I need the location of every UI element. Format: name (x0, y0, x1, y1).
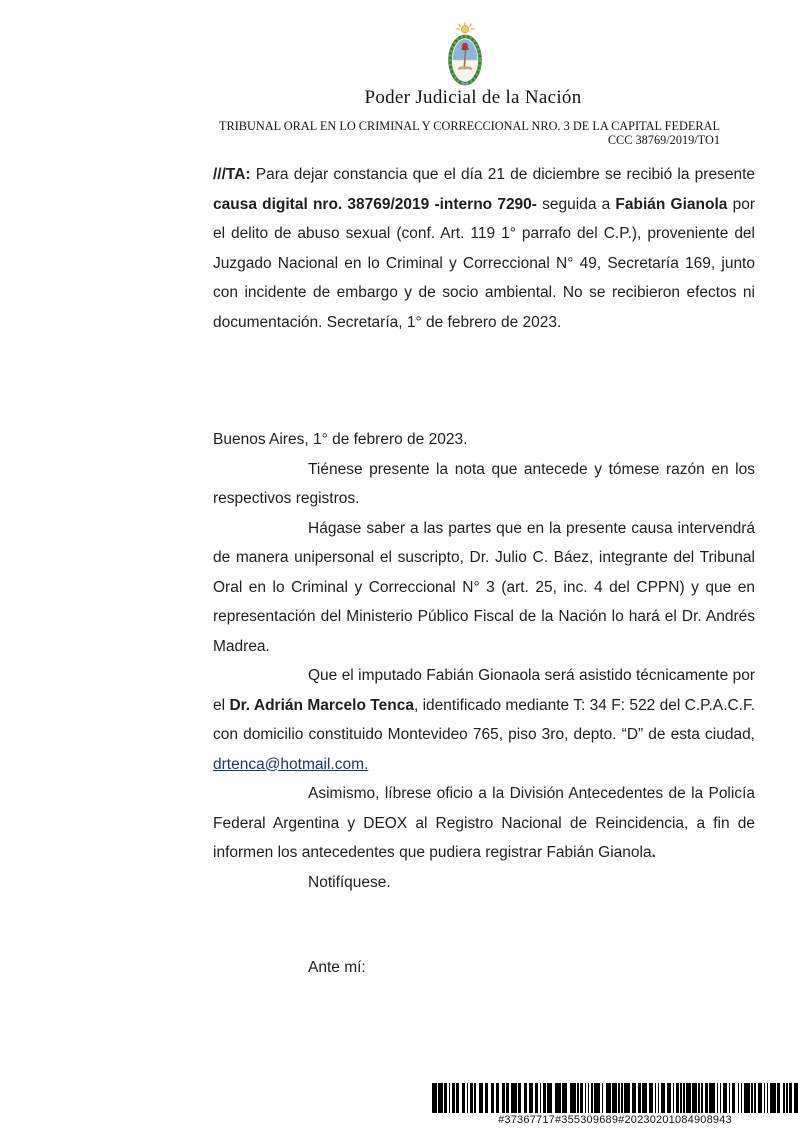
barcode-text: #37367717#355309689#20230201084908943 (498, 1114, 732, 1126)
date-line: Buenos Aires, 1° de febrero de 2023. (213, 431, 468, 448)
defendant-name: Fabián Gianola (615, 195, 728, 213)
nota-run-3: seguida a (536, 195, 616, 213)
paragraph-nota (213, 160, 755, 337)
institution-title: Poder Judicial de la Nación (364, 87, 582, 108)
case-number: CCC 38769/2019/TO1 (607, 132, 720, 147)
paragraph-asimismo (213, 779, 755, 868)
argentina-coat-of-arms-icon (434, 22, 496, 88)
asimismo-period: . (651, 844, 656, 861)
nota-prefix: ///TA: (213, 166, 251, 183)
asimismo-run-0: Asimismo, líbrese oficio a la División Antecedentes de la Policía Federal Argentina y DEOX al Registro Nacional de Reincidencia, a fin de informen los antecedentes que pudiera registrar Fabián Gianola (213, 785, 755, 861)
paragraph-ante-mi: Ante mí: (308, 959, 366, 976)
case-digital-ref: causa digital nro. 38769/2019 -interno 7290- (213, 195, 537, 213)
barcode (432, 1083, 798, 1113)
tribunal-name: TRIBUNAL ORAL EN LO CRIMINAL Y CORRECCIONAL NRO. 3 DE LA CAPITAL FEDERAL (218, 119, 720, 133)
imputado-run-2: , identificado mediante T: 34 F: 522 del C.P.A.C.F. con domicilio constituido Montevideo 765, piso 3ro, depto. “D” de esta ciudad, (213, 696, 755, 743)
email-link[interactable]: drtenca@hotmail.com. (213, 755, 369, 773)
document-body (213, 160, 755, 983)
paragraph-tienese: Tiénese presente la nota que antecede y tómese razón en los respectivos registros. (213, 460, 755, 507)
nota-run-1: Para dejar constancia que el día 21 de diciembre se recibió la presente (250, 166, 755, 183)
defense-lawyer-name: Dr. Adrián Marcelo Tenca (229, 696, 414, 714)
paragraph-imputado (213, 661, 755, 779)
imputado-run-0: Que el imputado Fabián Gionaola será asistido técnicamente por el (213, 667, 755, 714)
tribunal-header (213, 120, 720, 147)
paragraph-hagase: Hágase saber a las partes que en la presente causa intervendrá de manera unipersonal el suscripto, Dr. Julio C. Báez, integrante del Tribunal Oral en lo Criminal y Correccional N° 3 (art. 25, inc. 4 del CPPN) y que en representación del Ministerio Público Fiscal de la Nación lo hará el Dr. Andrés Madrea. (213, 519, 755, 655)
nota-run-5: por el delito de abuso sexual (conf. Art. 119 1° parrafo del C.P.), proveniente del Juzgado Nacional en lo Criminal y Correccional N° 49, Secretaría 169, junto con incidente de embargo y de socio ambiental. No se recibieron efectos ni documentación. Secretaría, 1° de febrero de 2023. (213, 195, 755, 331)
barcode-block (432, 1083, 798, 1127)
paragraph-notifiquese: Notifíquese. (308, 873, 391, 891)
